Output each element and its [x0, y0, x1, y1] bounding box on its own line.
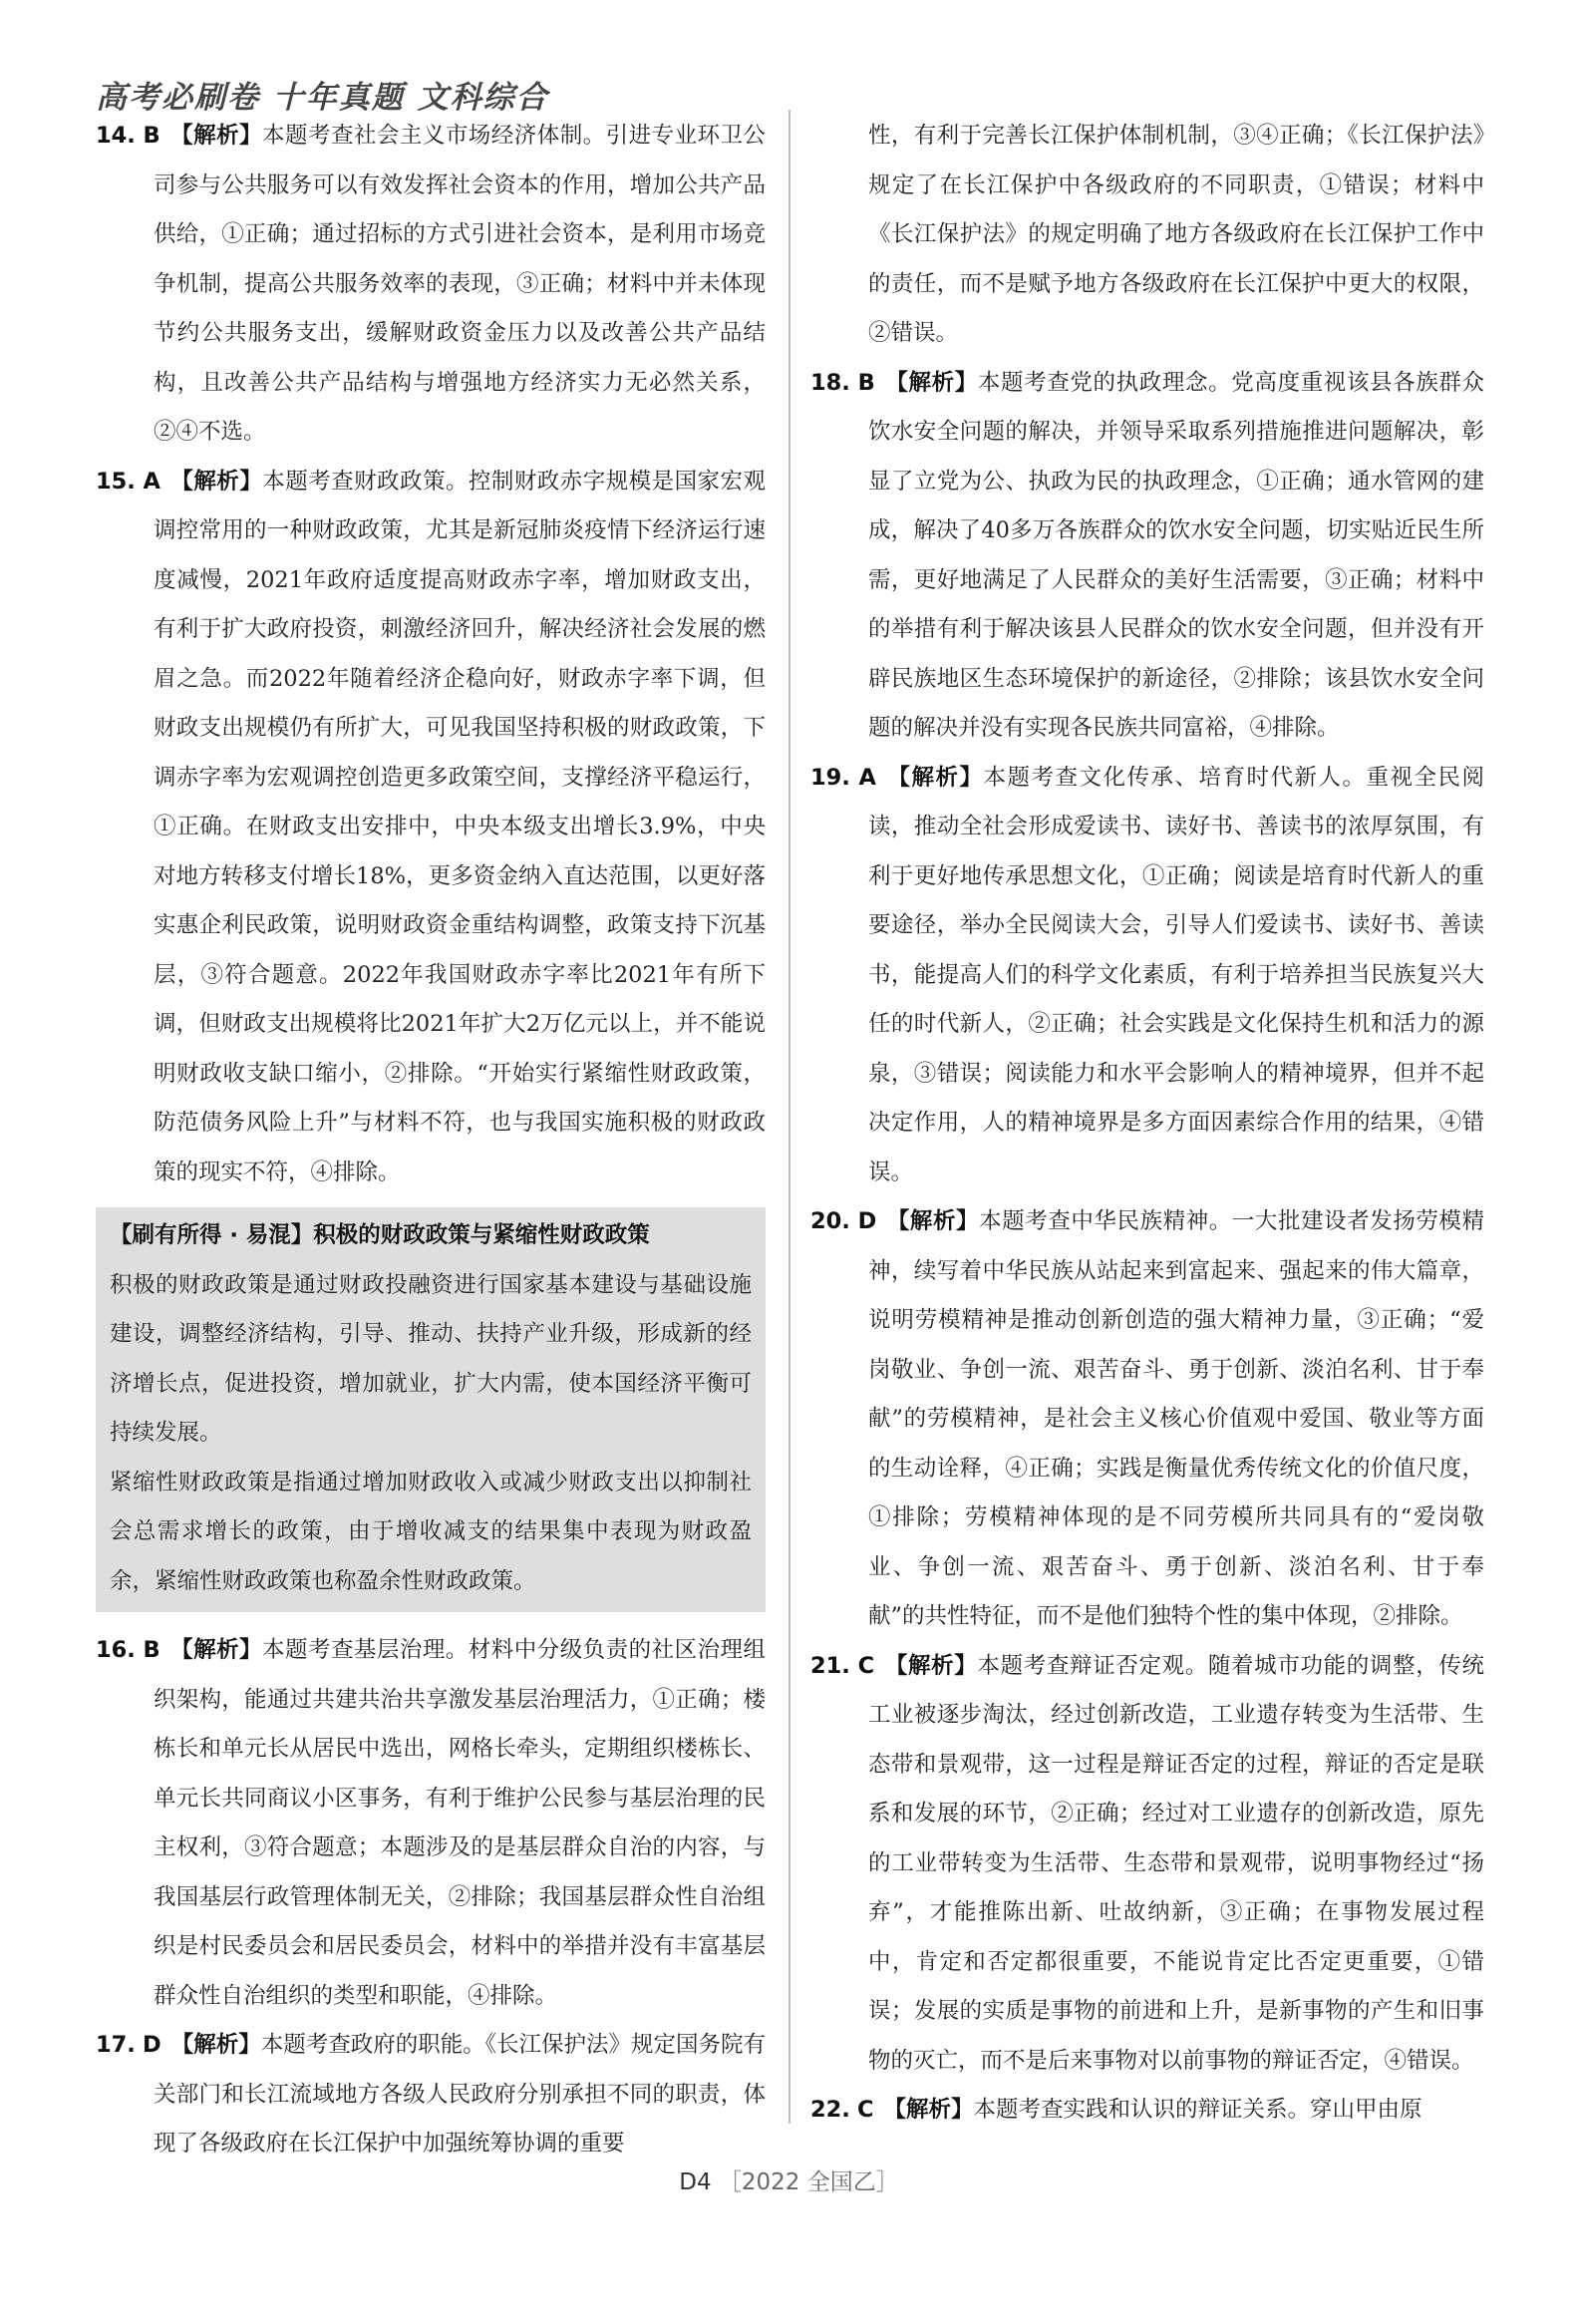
question-22: [810, 2086, 1484, 2136]
analysis-tag: 【解析】: [884, 1652, 978, 1679]
answer-letter: B: [857, 369, 875, 396]
question-16: [96, 1626, 766, 2021]
analysis-text: 本题考查财政政策。控制财政赤字规模是国家宏观调控常用的一种财政政策，尤其是新冠肺炎疫情下经济运行速度减慢，2021年政府适度提高财政赤字率，增加财政支出，有利于扩大政府投资，刺激经济回升，解决经济社会发展的燃眉之急。而2022年随着经济企稳向好，财政赤字率下调，但财政支出规模仍有所扩大，可见我国坚持积极的财政政策，下调赤字率为宏观调控创造更多政策空间，支撑经济平稳运行，①正确。在财政支出安排中，中央本级支出增长3.9%，中央对地方转移支付增长18%，更多资金纳入直达范围，以更好落实惠企利民政策，说明财政资金重结构调整，政策支持下沉基层，③符合题意。2022年我国财政赤字率比2021年有所下调，但财政支出规模将比2021年扩大2万亿元以上，并不能说明财政收支缺口缩小，②排除。“开始实行紧缩性财政政策，防范债务风险上升”与材料不符，也与我国实施积极的财政政策的现实不符，④排除。: [154, 468, 766, 1185]
answer-letter: C: [857, 2097, 874, 2123]
question-18: [810, 359, 1484, 754]
page-number: D4: [679, 2169, 712, 2195]
left-column: [96, 112, 766, 2169]
question-number: 15.: [96, 468, 136, 495]
question-17-continued: [810, 112, 1484, 359]
question-15: [96, 458, 766, 1198]
answer-letter: D: [143, 2032, 161, 2058]
column-divider: [789, 110, 790, 2124]
analysis-tag: 【解析】: [886, 1208, 980, 1234]
analysis-tag: 【解析】: [883, 2097, 974, 2123]
question-17: [96, 2021, 766, 2169]
exam-source: ［2022 全国乙］: [718, 2169, 899, 2195]
analysis-text: 本题考查基层治理。材料中分级负责的社区治理组织架构，能通过共建共治共享激发基层治理活力，①正确；楼栋长和单元长从居民中选出，网格长牵头，定期组织楼栋长、单元长共同商议小区事务，有利于维护公民参与基层治理的民主权利，③符合题意；本题涉及的是基层群众自治的内容，与我国基层行政管理体制无关，②排除；我国基层群众性自治组织是村民委员会和居民委员会，材料中的举措并没有丰富基层群众性自治组织的类型和职能，④排除。: [154, 1637, 766, 2009]
question-number: 21.: [810, 1652, 850, 1679]
tip-box-paragraph: 积极的财政政策是通过财政投融资进行国家基本建设与基础设施建设，调整经济结构，引导、推动、扶持产业升级，形成新的经济增长点，促进投资，增加就业，扩大内需，使本国经济平衡可持续发展。: [110, 1271, 752, 1446]
analysis-tag: 【解析】: [169, 468, 263, 495]
question-number: 18.: [810, 369, 850, 396]
question-number: 14.: [96, 123, 136, 149]
question-number: 17.: [96, 2032, 136, 2058]
question-number: 16.: [96, 1637, 136, 1663]
answer-letter: C: [857, 1652, 875, 1679]
analysis-text: 本题考查辩证否定观。随着城市功能的调整，传统工业被逐步淘汰，经过创新改造，工业遗存转变为生活带、生态带和景观带，这一过程是辩证否定的过程，辩证的否定是联系和发展的环节，②正确；经过对工业遗存的创新改造，原先的工业带转变为生活带、生态带和景观带，说明事物经过“扬弃”，才能推陈出新、吐故纳新，③正确；在事物发展过程中，肯定和否定都很重要，不能说肯定比否定更重要，①错误；发展的实质是事物的前进和上升，是新事物的产生和旧事物的灭亡，而不是后来事物对以前事物的辩证否定，④错误。: [868, 1652, 1484, 2074]
question-21: [810, 1642, 1484, 2087]
question-number: 19.: [810, 764, 850, 791]
question-20: [810, 1197, 1484, 1642]
question-number: 22.: [810, 2097, 850, 2123]
analysis-text: 性，有利于完善长江保护体制机制，③④正确；《长江保护法》规定了在长江保护中各级政府的不同职责，①错误；材料中《长江保护法》的规定明确了地方各级政府在长江保护工作中的责任，而不是赋予地方各级政府在长江保护中更大的权限，②错误。: [868, 123, 1484, 346]
question-14: [96, 112, 766, 458]
tip-box-paragraph: 紧缩性财政政策是指通过增加财政收入或减少财政支出以抑制社会总需求增长的政策，由于增收减支的结果集中表现为财政盈余，紧缩性财政政策也称盈余性财政政策。: [110, 1469, 752, 1594]
tip-box: [96, 1207, 766, 1612]
tip-box-title: 【刷有所得 · 易混】积极的财政政策与紧缩性财政政策: [110, 1222, 650, 1248]
book-title: 高考必刷卷 十年真题 文科综合: [96, 80, 549, 116]
analysis-tag: 【解析】: [885, 764, 984, 791]
answer-letter: B: [143, 1637, 160, 1663]
analysis-text: 本题考查文化传承、培育时代新人。重视全民阅读，推动全社会形成爱读书、读好书、善读书的浓厚氛围，有利于更好地传承思想文化，①正确；阅读是培育时代新人的重要途径，举办全民阅读大会，引导人们爱读书、读好书、善读书，能提高人们的科学文化素质，有利于培养担当民族复兴大任的时代新人，②正确；社会实践是文化保持生机和活力的源泉，③错误；阅读能力和水平会影响人的精神境界，但并不起决定作用，人的精神境界是多方面因素综合作用的结果，④错误。: [868, 764, 1484, 1185]
analysis-tag: 【解析】: [169, 123, 263, 149]
question-19: [810, 754, 1484, 1198]
answer-letter: A: [143, 468, 160, 495]
right-column: [810, 112, 1484, 2136]
analysis-text: 本题考查政府的职能。《长江保护法》规定国务院有关部门和长江流域地方各级人民政府分别承担不同的职责，体现了各级政府在长江保护中加强统筹协调的重要: [154, 2032, 766, 2157]
analysis-text: 本题考查中华民族精神。一大批建设者发扬劳模精神，续写着中华民族从站起来到富起来、强起来的伟大篇章，说明劳模精神是推动创新创造的强大精神力量，③正确；“爱岗敬业、争创一流、艰苦奋斗、勇于创新、淡泊名利、甘于奉献”的劳模精神，是社会主义核心价值观中爱国、敬业等方面的生动诠释，④正确；实践是衡量优秀传统文化的价值尺度，①排除；劳模精神体现的是不同劳模所共同具有的“爱岗敬业、争创一流、艰苦奋斗、勇于创新、淡泊名利、甘于奉献”的共性特征，而不是他们独特个性的集中体现，②排除。: [868, 1208, 1484, 1629]
question-number: 20.: [810, 1208, 850, 1234]
analysis-text: 本题考查党的执政理念。党高度重视该县各族群众饮水安全问题的解决，并领导采取系列措施推进问题解决，彰显了立党为公、执政为民的执政理念，①正确；通水管网的建成，解决了40多万各族群众的饮水安全问题，切实贴近民生所需，更好地满足了人民群众的美好生活需要，③正确；材料中的举措有利于解决该县人民群众的饮水安全问题，但并没有开辟民族地区生态环境保护的新途径，②排除；该县饮水安全问题的解决并没有实现各民族共同富裕，④排除。: [868, 369, 1484, 741]
analysis-text: 本题考查实践和认识的辩证关系。穿山甲由原: [973, 2097, 1422, 2123]
answer-letter: B: [143, 123, 160, 149]
page-footer: [0, 2163, 1578, 2196]
analysis-tag: 【解析】: [884, 369, 978, 396]
answer-letter: D: [857, 1208, 877, 1234]
analysis-tag: 【解析】: [170, 2032, 261, 2058]
analysis-tag: 【解析】: [169, 1637, 263, 1663]
answer-letter: A: [858, 764, 876, 791]
analysis-text: 本题考查社会主义市场经济体制。引进专业环卫公司参与公共服务可以有效发挥社会资本的作用，增加公共产品供给，①正确；通过招标的方式引进社会资本，是利用市场竞争机制，提高公共服务效率的表现，③正确；材料中并未体现节约公共服务支出，缓解财政资金压力以及改善公共产品结构，且改善公共产品结构与增强地方经济实力无必然关系，②④不选。: [154, 123, 766, 445]
